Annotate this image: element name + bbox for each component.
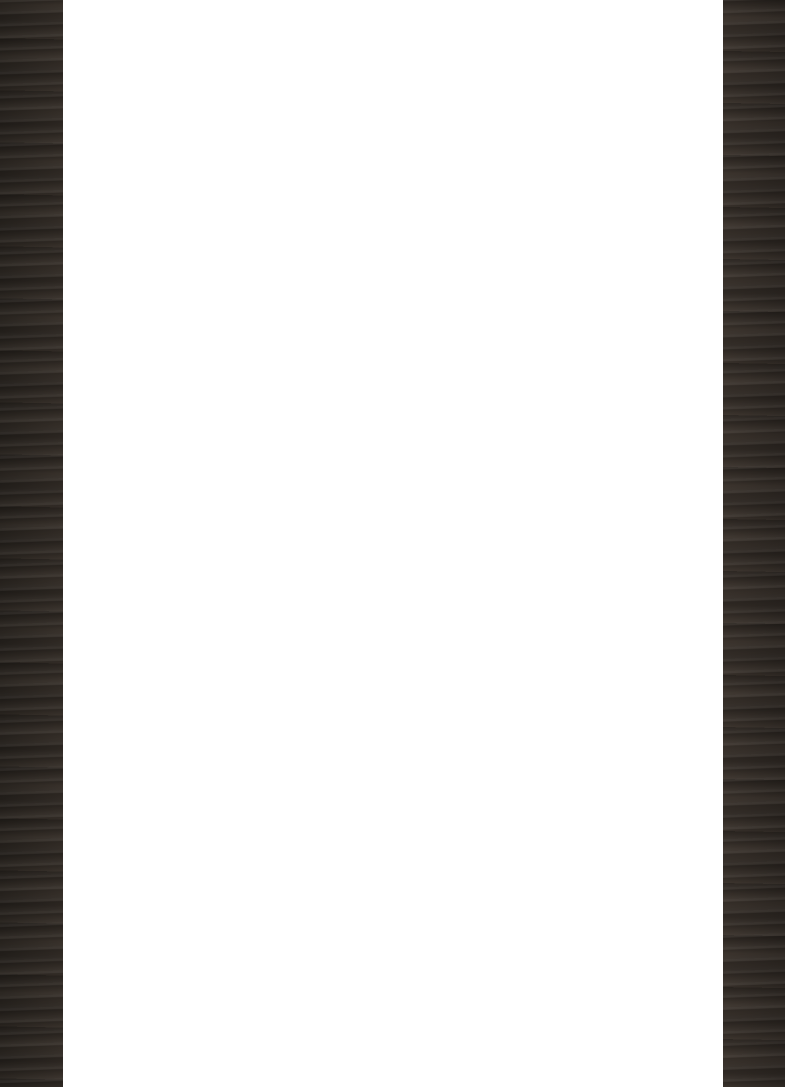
menu-panel [63, 0, 723, 1087]
